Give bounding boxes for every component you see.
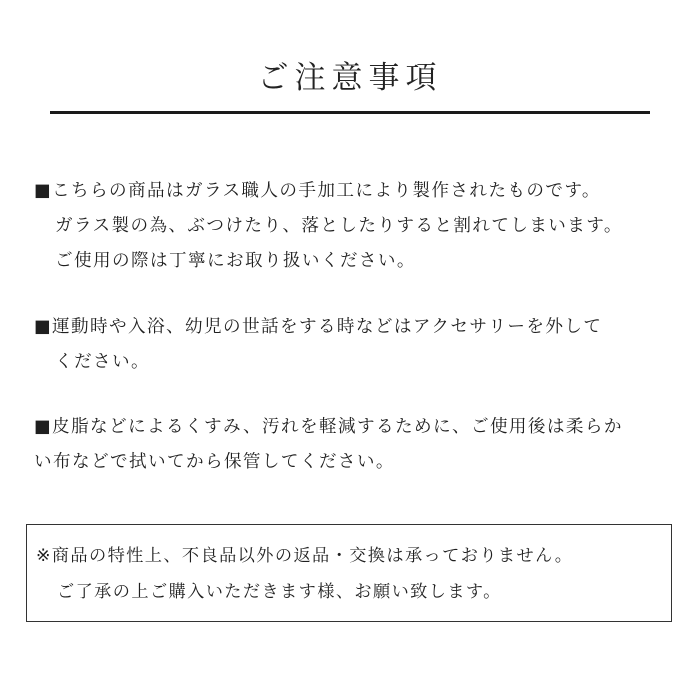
notice-line: ※商品の特性上、不良品以外の返品・交換は承っておりません。 [36,546,574,566]
page-title: ご注意事項 [257,60,443,96]
caution-note-remove-accessory [34,310,674,380]
return-policy-box [26,524,672,622]
note-line: ■こちらの商品はガラス職人の手加工により製作されたものです。 [34,181,601,201]
notice-line: ご了承の上ご購入いただきます様、お願い致します。 [57,582,502,602]
caution-note-care [34,410,674,480]
return-policy-note [36,538,676,610]
caution-note-handmade [34,174,674,279]
title-divider [50,111,650,114]
note-line: ■皮脂などによるくすみ、汚れを軽減するために、ご使用後は柔らか [34,417,623,437]
note-line: ご使用の際は丁寧にお取り扱いください。 [55,251,416,271]
note-line: い布などで拭いてから保管してください。 [34,452,395,472]
note-line: ■運動時や入浴、幼児の世話をする時などはアクセサリーを外して [34,317,603,337]
note-line: ください。 [55,352,150,372]
note-line: ガラス製の為、ぶつけたり、落としたりすると割れてしまいます。 [55,216,623,236]
